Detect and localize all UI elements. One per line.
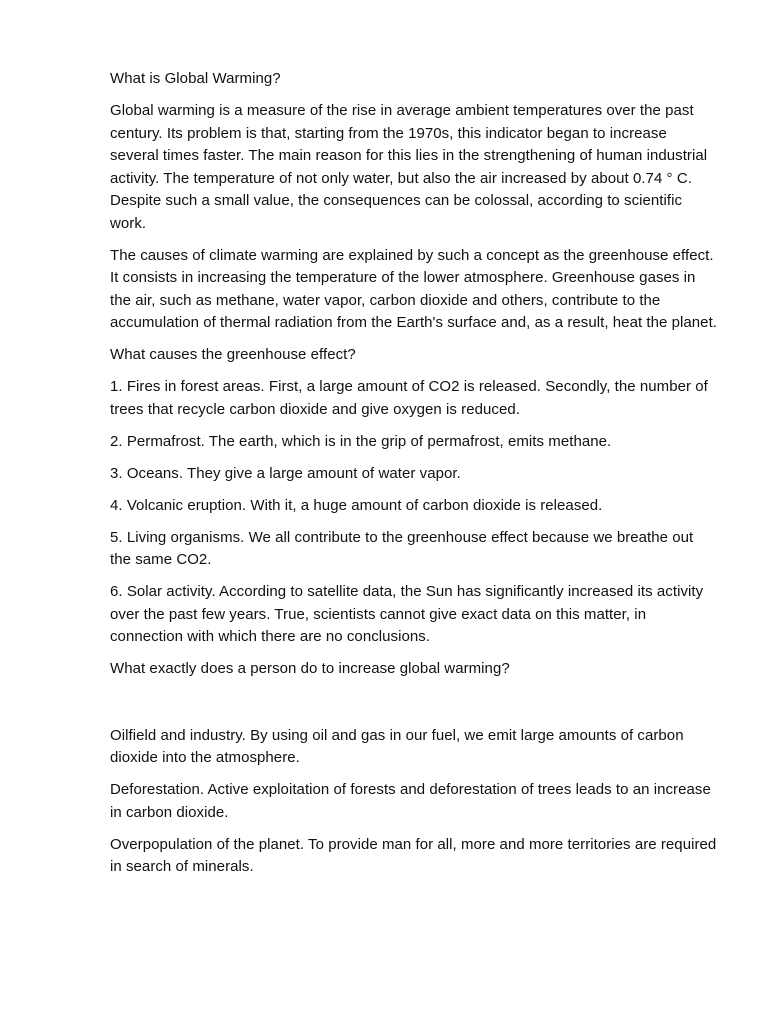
intro-paragraph: Global warming is a measure of the rise in average ambient temperatures over the past century. Its problem is that, starting from the 1970s, this indicator began to increase several times faster. The main reason for this lies in the strengthening of human industrial activity. The temperature of not only water, but also the air increased by about 0.74 ° C. Despite such a small value, the consequences can be colossal, according to scientific work. [110,102,708,232]
greenhouse-question: What causes the greenhouse effect? [110,346,356,363]
human-cause-item: Overpopulation of the planet. To provide man for all, more and more territories are required in search of minerals. [110,835,717,875]
greenhouse-cause-item: 1. Fires in forest areas. First, a large amount of CO2 is released. Secondly, the number of trees that recycle carbon dioxide and give oxygen is reduced. [110,378,708,418]
greenhouse-cause-item: 5. Living organisms. We all contribute to the greenhouse effect because we breathe out the same CO2. [110,528,694,568]
document-heading: What is Global Warming? [110,70,281,87]
document-body [110,68,718,888]
greenhouse-cause-item: 3. Oceans. They give a large amount of water vapor. [110,464,461,482]
greenhouse-cause-item: 6. Solar activity. According to satellite data, the Sun has significantly increased its activity over the past few years. True, scientists cannot give exact data on this matter, in connection with which there are no conclusions. [110,583,704,645]
greenhouse-cause-item: 2. Permafrost. The earth, which is in the grip of permafrost, emits methane. [110,432,612,450]
human-cause-item: Oilfield and industry. By using oil and gas in our fuel, we emit large amounts of carbon dioxide into the atmosphere. [110,726,684,766]
causes-paragraph: The causes of climate warming are explained by such a concept as the greenhouse effect. It consists in increasing the temperature of the lower atmosphere. Greenhouse gases in the air, such as methane, water vapor, carbon dioxide and others, contribute to the accumulation of thermal radiation from the Earth's surface and, as a result, heat the planet. [110,246,718,331]
human-question: What exactly does a person do to increase global warming? [110,660,510,677]
human-cause-item: Deforestation. Active exploitation of forests and deforestation of trees leads to an increase in carbon dioxide. [110,781,711,821]
greenhouse-cause-item: 4. Volcanic eruption. With it, a huge amount of carbon dioxide is released. [110,496,603,514]
